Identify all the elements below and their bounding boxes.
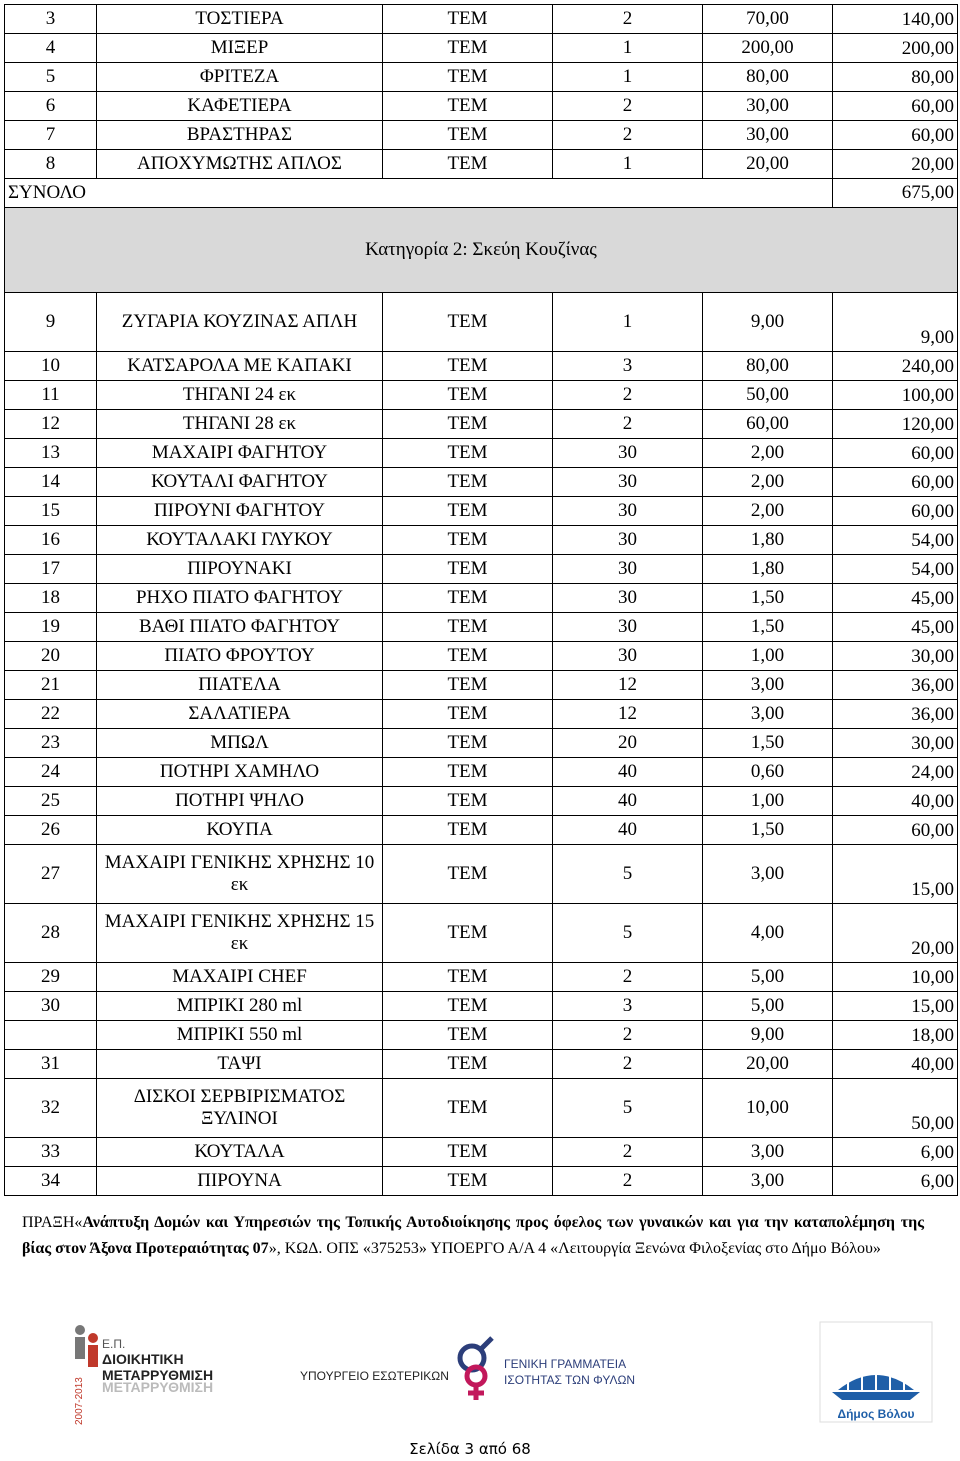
- item-name: ΜΑΧΑΙΡΙ ΦΑΓΗΤΟΥ: [97, 439, 383, 468]
- gen-sec-line2: ΙΣΟΤΗΤΑΣ ΤΩΝ ΦΥΛΩΝ: [504, 1373, 636, 1387]
- item-quantity: 12: [553, 700, 703, 729]
- item-quantity: 3: [553, 992, 703, 1021]
- item-unit: ΤΕΜ: [383, 34, 553, 63]
- item-total: 240,00: [833, 352, 958, 381]
- item-unit-price: 5,00: [703, 992, 833, 1021]
- item-unit-price: 9,00: [703, 293, 833, 352]
- item-total: 54,00: [833, 555, 958, 584]
- table-row: [5, 293, 958, 352]
- item-number: 15: [5, 497, 97, 526]
- item-unit: ΤΕΜ: [383, 671, 553, 700]
- item-unit-price: 1,80: [703, 526, 833, 555]
- item-unit: ΤΕΜ: [383, 992, 553, 1021]
- item-quantity: 2: [553, 963, 703, 992]
- item-name: ΡΗΧΟ ΠΙΑΤΟ ΦΑΓΗΤΟΥ: [97, 584, 383, 613]
- item-quantity: 2: [553, 121, 703, 150]
- table-row: [5, 34, 958, 63]
- item-number: 13: [5, 439, 97, 468]
- item-unit-price: 20,00: [703, 150, 833, 179]
- logo-strip: [0, 1320, 960, 1430]
- item-unit: ΤΕΜ: [383, 1050, 553, 1079]
- item-unit: ΤΕΜ: [383, 845, 553, 904]
- item-total: 60,00: [833, 439, 958, 468]
- project-code: », ΚΩΔ. ΟΠΣ «375253» ΥΠΟΕΡΓΟ Α/Α 4 «Λειτουργία Ξενώνα Φιλοξενίας στο Δήμο Βόλου»: [268, 1240, 881, 1257]
- item-total: 60,00: [833, 121, 958, 150]
- item-number: 18: [5, 584, 97, 613]
- table-row: [5, 92, 958, 121]
- table-body-cat2: [5, 293, 958, 1196]
- item-name: ΤΗΓΑΝΙ 24 εκ: [97, 381, 383, 410]
- item-unit: ΤΕΜ: [383, 1138, 553, 1167]
- item-name: ΜΙΞΕΡ: [97, 34, 383, 63]
- table-row: [5, 845, 958, 904]
- item-name: ΠΙΑΤΟ ΦΡΟΥΤΟΥ: [97, 642, 383, 671]
- item-number: 29: [5, 963, 97, 992]
- table-row: [5, 1138, 958, 1167]
- item-total: 60,00: [833, 468, 958, 497]
- ep-line3-reflection: ΜΕΤΑΡΡΥΘΜΙΣΗ: [102, 1379, 214, 1395]
- item-total: 18,00: [833, 1021, 958, 1050]
- project-title: Ανάπτυξη Δομών και Υπηρεσιών της Τοπικής Αυτοδιοίκησης προς όφελος των γυναικών και για την καταπολέμηση της βίας στον Άξονα Προτεραιότητας 07: [22, 1214, 924, 1257]
- item-unit-price: 30,00: [703, 92, 833, 121]
- item-quantity: 2: [553, 381, 703, 410]
- item-name: ΚΑΤΣΑΡΟΛΑ ΜΕ ΚΑΠΑΚΙ: [97, 352, 383, 381]
- project-prefix: ΠΡΑΞΗ«: [22, 1214, 83, 1231]
- item-unit-price: 1,50: [703, 729, 833, 758]
- item-unit: ΤΕΜ: [383, 758, 553, 787]
- item-unit-price: 9,00: [703, 1021, 833, 1050]
- item-number: [5, 1021, 97, 1050]
- item-quantity: 20: [553, 729, 703, 758]
- item-total: 9,00: [833, 293, 958, 352]
- page-number: Σελίδα 3 από 68: [409, 1440, 531, 1458]
- item-name: ΒΑΘΙ ΠΙΑΤΟ ΦΑΓΗΤΟΥ: [97, 613, 383, 642]
- item-number: 26: [5, 816, 97, 845]
- item-unit: ΤΕΜ: [383, 787, 553, 816]
- item-name: ΒΡΑΣΤΗΡΑΣ: [97, 121, 383, 150]
- items-table: [4, 4, 958, 1196]
- item-number: 31: [5, 1050, 97, 1079]
- table-row: [5, 63, 958, 92]
- item-name: ΤΗΓΑΝΙ 28 εκ: [97, 410, 383, 439]
- item-name: ΠΟΤΗΡΙ ΨΗΛΟ: [97, 787, 383, 816]
- item-name: ΣΑΛΑΤΙΕΡΑ: [97, 700, 383, 729]
- item-number: 30: [5, 992, 97, 1021]
- ministry-label: ΥΠΟΥΡΓΕΙΟ ΕΣΩΤΕΡΙΚΩΝ: [300, 1369, 449, 1383]
- table-row: [5, 526, 958, 555]
- table-row: [5, 121, 958, 150]
- item-unit: ΤΕΜ: [383, 1021, 553, 1050]
- item-total: 36,00: [833, 671, 958, 700]
- item-unit: ΤΕΜ: [383, 497, 553, 526]
- item-name: ΤΟΣΤΙΕΡΑ: [97, 5, 383, 34]
- item-total: 50,00: [833, 1079, 958, 1138]
- item-unit-price: 1,50: [703, 816, 833, 845]
- item-name: ΚΟΥΤΑΛΑ: [97, 1138, 383, 1167]
- item-number: 33: [5, 1138, 97, 1167]
- item-quantity: 2: [553, 410, 703, 439]
- item-number: 32: [5, 1079, 97, 1138]
- item-unit-price: 3,00: [703, 1167, 833, 1196]
- item-unit: ΤΕΜ: [383, 352, 553, 381]
- item-unit: ΤΕΜ: [383, 700, 553, 729]
- table-body-top: [5, 5, 958, 179]
- item-unit: ΤΕΜ: [383, 468, 553, 497]
- item-unit-price: 2,00: [703, 439, 833, 468]
- item-quantity: 5: [553, 845, 703, 904]
- item-number: 8: [5, 150, 97, 179]
- item-number: 24: [5, 758, 97, 787]
- item-total: 24,00: [833, 758, 958, 787]
- table-row: [5, 1050, 958, 1079]
- sum-row: [5, 179, 958, 208]
- table-row: [5, 5, 958, 34]
- table-row: [5, 642, 958, 671]
- item-number: 9: [5, 293, 97, 352]
- item-number: 34: [5, 1167, 97, 1196]
- dimos-label: Δήμος Βόλου: [837, 1407, 915, 1421]
- item-name: ΜΠΡΙΚΙ 280 ml: [97, 992, 383, 1021]
- table-row: [5, 963, 958, 992]
- item-unit: ΤΕΜ: [383, 1167, 553, 1196]
- item-number: 3: [5, 5, 97, 34]
- table-row: [5, 1021, 958, 1050]
- item-total: 60,00: [833, 497, 958, 526]
- item-unit: ΤΕΜ: [383, 150, 553, 179]
- item-total: 200,00: [833, 34, 958, 63]
- item-name: ΜΠΩΛ: [97, 729, 383, 758]
- item-total: 20,00: [833, 904, 958, 963]
- item-name: ΚΑΦΕΤΙΕΡΑ: [97, 92, 383, 121]
- ministry-interior-logo: [300, 1350, 460, 1390]
- sum-label: ΣΥΝΟΛΟ: [5, 179, 833, 208]
- item-unit: ΤΕΜ: [383, 92, 553, 121]
- table-row: [5, 758, 958, 787]
- item-quantity: 30: [553, 584, 703, 613]
- item-unit-price: 80,00: [703, 352, 833, 381]
- item-quantity: 30: [553, 526, 703, 555]
- item-number: 12: [5, 410, 97, 439]
- table-row: [5, 381, 958, 410]
- item-number: 21: [5, 671, 97, 700]
- item-number: 4: [5, 34, 97, 63]
- item-unit: ΤΕΜ: [383, 5, 553, 34]
- item-total: 6,00: [833, 1167, 958, 1196]
- people-icon: [75, 1325, 98, 1367]
- item-unit: ΤΕΜ: [383, 121, 553, 150]
- item-quantity: 12: [553, 671, 703, 700]
- item-unit: ΤΕΜ: [383, 63, 553, 92]
- item-total: 40,00: [833, 787, 958, 816]
- item-number: 17: [5, 555, 97, 584]
- category-row: [5, 208, 958, 293]
- table-row: [5, 1079, 958, 1138]
- table-row: [5, 468, 958, 497]
- item-unit-price: 4,00: [703, 904, 833, 963]
- table-row: [5, 671, 958, 700]
- item-name: ΦΡΙΤΕΖΑ: [97, 63, 383, 92]
- item-quantity: 30: [553, 468, 703, 497]
- item-total: 100,00: [833, 381, 958, 410]
- item-total: 60,00: [833, 92, 958, 121]
- item-total: 120,00: [833, 410, 958, 439]
- item-number: 14: [5, 468, 97, 497]
- item-unit-price: 1,50: [703, 584, 833, 613]
- item-unit-price: 1,50: [703, 613, 833, 642]
- item-total: 45,00: [833, 613, 958, 642]
- item-total: 30,00: [833, 729, 958, 758]
- item-quantity: 2: [553, 5, 703, 34]
- item-total: 30,00: [833, 642, 958, 671]
- table-row: [5, 904, 958, 963]
- item-number: 6: [5, 92, 97, 121]
- category-label: Κατηγορία 2: Σκεύη Κουζίνας: [5, 208, 958, 293]
- table-row: [5, 497, 958, 526]
- item-unit: ΤΕΜ: [383, 642, 553, 671]
- item-total: 60,00: [833, 816, 958, 845]
- item-name: ΤΑΨΙ: [97, 1050, 383, 1079]
- item-number: 20: [5, 642, 97, 671]
- table-row: [5, 700, 958, 729]
- item-quantity: 5: [553, 1079, 703, 1138]
- item-unit-price: 30,00: [703, 121, 833, 150]
- ep-line3: ΜΕΤΑΡΡΥΘΜΙΣΗ: [102, 1367, 214, 1383]
- item-name: ΠΙΡΟΥΝΑΚΙ: [97, 555, 383, 584]
- item-name: ΚΟΥΠΑ: [97, 816, 383, 845]
- table-row: [5, 1167, 958, 1196]
- item-unit-price: 20,00: [703, 1050, 833, 1079]
- item-name: ΜΑΧΑΙΡΙ ΓΕΝΙΚΗΣ ΧΡΗΣΗΣ 10 εκ: [97, 845, 383, 904]
- item-total: 40,00: [833, 1050, 958, 1079]
- item-unit-price: 2,00: [703, 497, 833, 526]
- item-name: ΑΠΟΧΥΜΩΤΗΣ ΑΠΛΟΣ: [97, 150, 383, 179]
- item-name: ΠΟΤΗΡΙ ΧΑΜΗΛΟ: [97, 758, 383, 787]
- table-row: [5, 787, 958, 816]
- item-total: 140,00: [833, 5, 958, 34]
- item-unit: ΤΕΜ: [383, 381, 553, 410]
- item-number: 10: [5, 352, 97, 381]
- item-unit-price: 1,00: [703, 642, 833, 671]
- item-unit: ΤΕΜ: [383, 584, 553, 613]
- item-unit-price: 200,00: [703, 34, 833, 63]
- item-quantity: 1: [553, 293, 703, 352]
- item-unit-price: 3,00: [703, 1138, 833, 1167]
- item-name: ΚΟΥΤΑΛΑΚΙ ΓΛΥΚΟΥ: [97, 526, 383, 555]
- item-quantity: 2: [553, 1138, 703, 1167]
- item-quantity: 30: [553, 613, 703, 642]
- item-name: ΠΙΡΟΥΝΙ ΦΑΓΗΤΟΥ: [97, 497, 383, 526]
- item-total: 45,00: [833, 584, 958, 613]
- table-sum: [5, 179, 958, 293]
- gender-symbol-icon: [460, 1338, 492, 1400]
- item-unit-price: 80,00: [703, 63, 833, 92]
- table-row: [5, 613, 958, 642]
- item-number: 16: [5, 526, 97, 555]
- item-quantity: 30: [553, 497, 703, 526]
- gender-equality-logo: [448, 1330, 638, 1410]
- item-unit-price: 3,00: [703, 700, 833, 729]
- item-total: 36,00: [833, 700, 958, 729]
- item-quantity: 1: [553, 150, 703, 179]
- table-row: [5, 555, 958, 584]
- item-unit-price: 1,00: [703, 787, 833, 816]
- table-row: [5, 729, 958, 758]
- item-total: 10,00: [833, 963, 958, 992]
- item-unit: ΤΕΜ: [383, 1079, 553, 1138]
- item-quantity: 40: [553, 758, 703, 787]
- item-name: ΜΑΧΑΙΡΙ CHEF: [97, 963, 383, 992]
- ep-line2: ΔΙΟΙΚΗΤΙΚΗ: [102, 1351, 184, 1367]
- item-total: 80,00: [833, 63, 958, 92]
- ep-admin-reform-logo: [60, 1320, 220, 1430]
- item-number: 25: [5, 787, 97, 816]
- item-quantity: 2: [553, 1021, 703, 1050]
- item-unit: ΤΕΜ: [383, 904, 553, 963]
- item-unit-price: 10,00: [703, 1079, 833, 1138]
- item-number: 7: [5, 121, 97, 150]
- item-unit-price: 70,00: [703, 5, 833, 34]
- item-quantity: 40: [553, 787, 703, 816]
- table-row: [5, 584, 958, 613]
- table-row: [5, 992, 958, 1021]
- item-quantity: 2: [553, 92, 703, 121]
- item-unit: ΤΕΜ: [383, 555, 553, 584]
- table-row: [5, 410, 958, 439]
- project-description: [22, 1210, 924, 1262]
- item-quantity: 2: [553, 1050, 703, 1079]
- item-total: 15,00: [833, 845, 958, 904]
- item-number: 5: [5, 63, 97, 92]
- item-number: 22: [5, 700, 97, 729]
- item-number: 19: [5, 613, 97, 642]
- item-name: ΖΥΓΑΡΙΑ ΚΟΥΖΙΝΑΣ ΑΠΛΗ: [97, 293, 383, 352]
- table-row: [5, 816, 958, 845]
- item-unit: ΤΕΜ: [383, 293, 553, 352]
- table-row: [5, 150, 958, 179]
- item-unit-price: 0,60: [703, 758, 833, 787]
- item-name: ΠΙΡΟΥΝΑ: [97, 1167, 383, 1196]
- item-quantity: 2: [553, 1167, 703, 1196]
- item-total: 15,00: [833, 992, 958, 1021]
- item-number: 28: [5, 904, 97, 963]
- item-name: ΚΟΥΤΑΛΙ ΦΑΓΗΤΟΥ: [97, 468, 383, 497]
- item-quantity: 1: [553, 63, 703, 92]
- item-unit-price: 60,00: [703, 410, 833, 439]
- item-unit: ΤΕΜ: [383, 526, 553, 555]
- item-quantity: 1: [553, 34, 703, 63]
- table-row: [5, 352, 958, 381]
- item-unit: ΤΕΜ: [383, 439, 553, 468]
- item-unit-price: 50,00: [703, 381, 833, 410]
- item-unit-price: 1,80: [703, 555, 833, 584]
- item-name: ΠΙΑΤΕΛΑ: [97, 671, 383, 700]
- item-unit-price: 5,00: [703, 963, 833, 992]
- item-name: ΜΑΧΑΙΡΙ ΓΕΝΙΚΗΣ ΧΡΗΣΗΣ 15 εκ: [97, 904, 383, 963]
- table-row: [5, 439, 958, 468]
- item-quantity: 30: [553, 439, 703, 468]
- ep-line1: Ε.Π.: [102, 1337, 126, 1351]
- item-quantity: 3: [553, 352, 703, 381]
- item-quantity: 40: [553, 816, 703, 845]
- item-quantity: 30: [553, 555, 703, 584]
- dimos-volou-logo: [818, 1320, 938, 1430]
- item-unit: ΤΕΜ: [383, 410, 553, 439]
- item-name: ΜΠΡΙΚΙ 550 ml: [97, 1021, 383, 1050]
- item-number: 27: [5, 845, 97, 904]
- item-unit-price: 3,00: [703, 671, 833, 700]
- item-unit-price: 3,00: [703, 845, 833, 904]
- item-number: 23: [5, 729, 97, 758]
- item-quantity: 30: [553, 642, 703, 671]
- item-unit: ΤΕΜ: [383, 816, 553, 845]
- ep-years: 2007-2013: [74, 1377, 85, 1425]
- item-unit-price: 2,00: [703, 468, 833, 497]
- item-number: 11: [5, 381, 97, 410]
- gen-sec-line1: ΓΕΝΙΚΗ ΓΡΑΜΜΑΤΕΙΑ: [504, 1357, 627, 1371]
- item-unit: ΤΕΜ: [383, 613, 553, 642]
- item-name: ΔΙΣΚΟΙ ΣΕΡΒΙΡΙΣΜΑΤΟΣ ΞΥΛΙΝΟΙ: [97, 1079, 383, 1138]
- item-total: 6,00: [833, 1138, 958, 1167]
- item-unit: ΤΕΜ: [383, 729, 553, 758]
- item-unit: ΤΕΜ: [383, 963, 553, 992]
- item-total: 54,00: [833, 526, 958, 555]
- item-quantity: 5: [553, 904, 703, 963]
- item-total: 20,00: [833, 150, 958, 179]
- sum-total: 675,00: [833, 179, 958, 208]
